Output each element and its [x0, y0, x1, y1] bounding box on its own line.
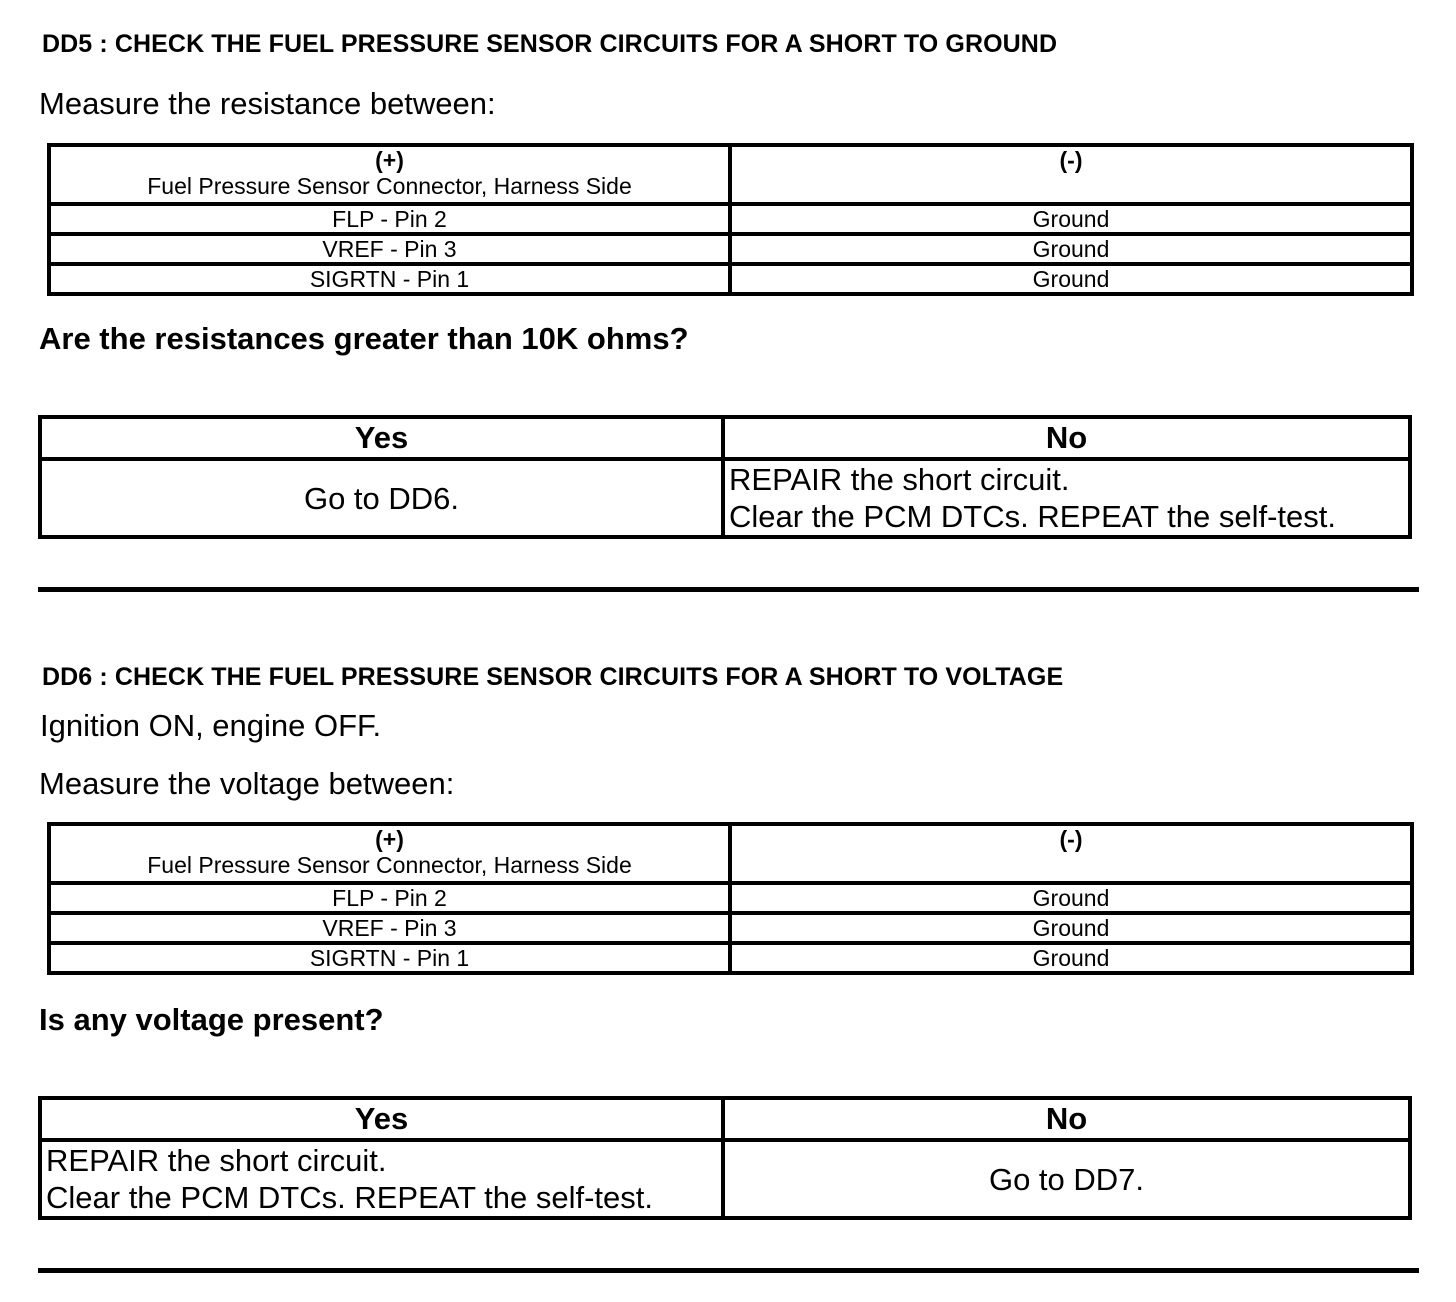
- plus-cell: VREF - Pin 3: [49, 913, 730, 943]
- result-table-dd5: [38, 415, 1412, 539]
- step-heading-dd5: DD5 : CHECK THE FUEL PRESSURE SENSOR CIRCUITS FOR A SHORT TO GROUND: [42, 30, 1058, 58]
- no-action: [723, 1140, 1410, 1218]
- minus-cell: Ground: [730, 204, 1412, 234]
- instruction-measure-voltage: Measure the voltage between:: [39, 766, 455, 801]
- no-action: [723, 459, 1410, 537]
- table-header-row: [49, 824, 1412, 883]
- plus-label: (+): [375, 147, 404, 173]
- yes-header: Yes: [40, 417, 723, 459]
- no-header: No: [723, 417, 1410, 459]
- yes-action-line: Clear the PCM DTCs. REPEAT the self-test.: [46, 1180, 653, 1215]
- table-row: [49, 264, 1412, 294]
- minus-label: (-): [1059, 147, 1083, 173]
- step-heading-dd6: DD6 : CHECK THE FUEL PRESSURE SENSOR CIRCUITS FOR A SHORT TO VOLTAGE: [42, 663, 1064, 691]
- table-row: [49, 943, 1412, 973]
- table-header-row: [49, 145, 1412, 204]
- yes-action-line: REPAIR the short circuit.: [46, 1143, 387, 1178]
- minus-cell: Ground: [730, 883, 1412, 913]
- yes-action: [40, 459, 723, 537]
- result-body-row: [40, 1140, 1410, 1218]
- plus-column-header: [49, 145, 730, 204]
- result-header-row: [40, 1098, 1410, 1140]
- section-divider: [38, 587, 1419, 592]
- yes-header: Yes: [40, 1098, 723, 1140]
- yes-action: [40, 1140, 723, 1218]
- minus-label: (-): [1059, 826, 1083, 852]
- plus-cell: VREF - Pin 3: [49, 234, 730, 264]
- result-header-row: [40, 417, 1410, 459]
- question-dd6: Is any voltage present?: [39, 1002, 384, 1037]
- no-action-line: Clear the PCM DTCs. REPEAT the self-test.: [729, 499, 1336, 534]
- measurement-table-dd6: [47, 822, 1414, 975]
- plus-column-header: [49, 824, 730, 883]
- minus-column-header: [730, 145, 1412, 204]
- plus-sublabel: Fuel Pressure Sensor Connector, Harness Side: [147, 173, 632, 199]
- table-row: [49, 883, 1412, 913]
- plus-cell: SIGRTN - Pin 1: [49, 264, 730, 294]
- instruction-measure-resistance: Measure the resistance between:: [39, 86, 496, 121]
- plus-label: (+): [375, 826, 404, 852]
- plus-cell: FLP - Pin 2: [49, 204, 730, 234]
- table-row: [49, 913, 1412, 943]
- yes-action-line: Go to DD6.: [303, 480, 460, 516]
- result-table-dd6: [38, 1096, 1412, 1220]
- minus-cell: Ground: [730, 943, 1412, 973]
- measurement-table-dd5: [47, 143, 1414, 296]
- minus-column-header: [730, 824, 1412, 883]
- minus-cell: Ground: [730, 913, 1412, 943]
- question-dd5: Are the resistances greater than 10K ohms?: [39, 321, 689, 356]
- table-row: [49, 204, 1412, 234]
- section-divider: [38, 1268, 1419, 1273]
- plus-cell: FLP - Pin 2: [49, 883, 730, 913]
- minus-cell: Ground: [730, 234, 1412, 264]
- no-action-line: REPAIR the short circuit.: [729, 462, 1070, 497]
- no-header: No: [723, 1098, 1410, 1140]
- instruction-ignition: Ignition ON, engine OFF.: [40, 708, 382, 743]
- result-body-row: [40, 459, 1410, 537]
- no-action-line: Go to DD7.: [988, 1161, 1145, 1197]
- plus-cell: SIGRTN - Pin 1: [49, 943, 730, 973]
- plus-sublabel: Fuel Pressure Sensor Connector, Harness Side: [147, 852, 632, 878]
- table-row: [49, 234, 1412, 264]
- minus-cell: Ground: [730, 264, 1412, 294]
